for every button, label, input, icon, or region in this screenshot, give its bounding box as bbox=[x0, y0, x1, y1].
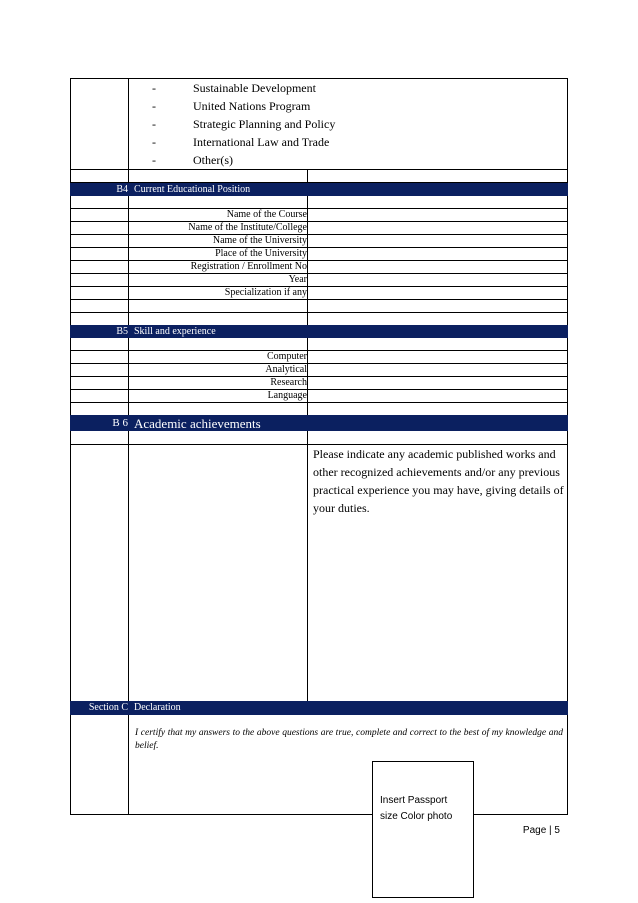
passport-photo-box[interactable] bbox=[372, 761, 474, 898]
cell-divider bbox=[307, 431, 308, 701]
declaration-text: I certify that my answers to the above questions are true, complete and correct to the best of my knowledge and belief. bbox=[135, 728, 563, 751]
specialization-label: Specialization if any bbox=[224, 287, 307, 298]
section-b6-header: B 6 Academic achievements bbox=[70, 415, 568, 431]
university-name-label: Name of the University bbox=[212, 235, 307, 246]
section-b4-header: B4 Current Educational Position bbox=[70, 183, 568, 196]
course-name-label: Name of the Course bbox=[226, 209, 307, 220]
row-divider bbox=[70, 402, 568, 403]
row-divider bbox=[70, 299, 568, 300]
table-top-border bbox=[70, 78, 568, 79]
section-b5-header: B5 Skill and experience bbox=[70, 325, 568, 338]
computer-label: Computer bbox=[267, 351, 307, 362]
registration-label: Registration / Enrollment No bbox=[190, 261, 307, 272]
photo-instruction-line-2: size Color photo bbox=[380, 811, 453, 822]
academic-achievements-instructions: Please indicate any academic published works and other recognized achievements and/or any previous practical experience you may have, giving details of your duties. bbox=[313, 447, 564, 515]
year-label: Year bbox=[288, 274, 307, 285]
b4-answer-fields[interactable] bbox=[308, 209, 567, 299]
research-label: Research bbox=[270, 377, 307, 388]
university-place-label: Place of the University bbox=[215, 248, 307, 259]
section-c-header: Section C Declaration bbox=[70, 701, 568, 715]
row-divider bbox=[70, 312, 568, 313]
institute-name-label: Name of the Institute/College bbox=[188, 222, 307, 233]
table-bottom-border bbox=[70, 814, 568, 815]
cell-divider bbox=[307, 169, 308, 182]
form-page: - Sustainable Development - United Nations Program - Strategic Planning and Policy - International Law and Trade - Other(s) B4 Current Educational Position Name of the Course Name of the Institute/College Name of the University Place of the University Registration / Enrollment No Year Specialization if any B5 Skill and experience Computer Analytical Research Language B 6 Academic achievements Please indicate any academic published works and other recognized achievements and/or any previous practical experience you may have, giving details of your duties. Section C Declaration I certify that my answers to the above questions are true, complete and correct to the best of my knowledge and belief. Insert Passport size Color photo Page | 5 bbox=[0, 0, 638, 903]
language-label: Language bbox=[267, 390, 307, 401]
page-number: Page | 5 bbox=[522, 825, 560, 836]
b5-answer-fields[interactable] bbox=[308, 351, 567, 402]
row-divider bbox=[70, 169, 568, 170]
photo-instruction-line-1: Insert Passport bbox=[380, 795, 448, 806]
analytical-label: Analytical bbox=[265, 364, 307, 375]
academic-achievements-field[interactable] bbox=[129, 445, 307, 701]
